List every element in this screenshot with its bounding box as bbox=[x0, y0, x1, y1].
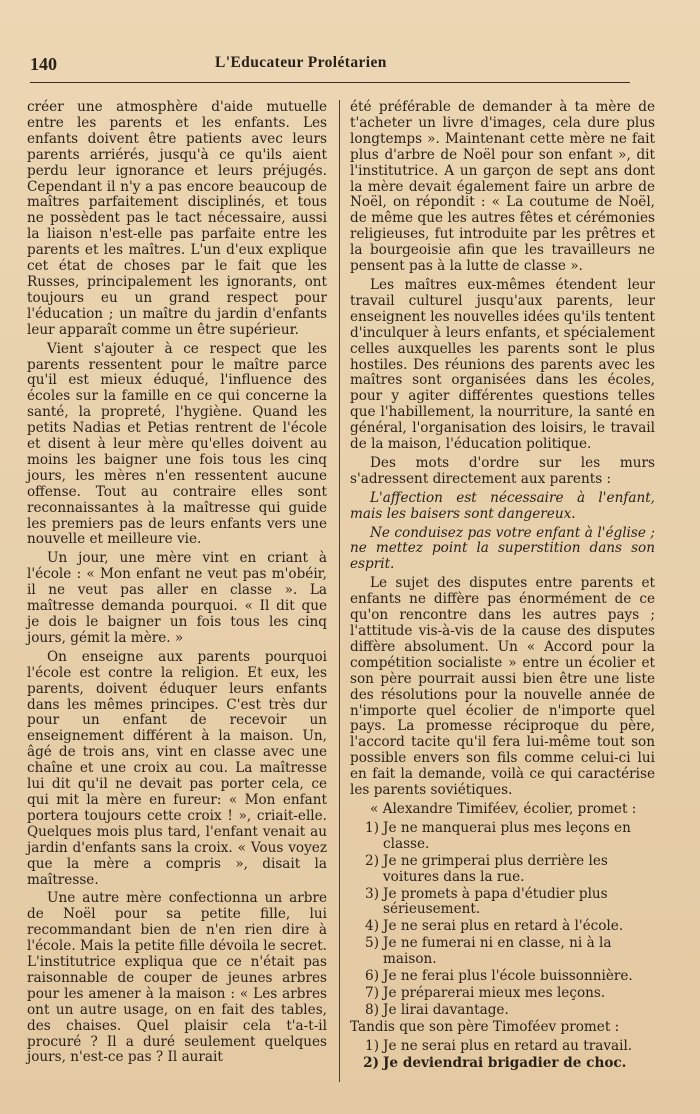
slogan: Ne conduisez pas votre enfant à l'église ; ne mettez point la superstition dans son esprit. bbox=[350, 524, 655, 573]
student-promises-list bbox=[350, 821, 655, 1019]
list-text: Je lirai davantage. bbox=[383, 1001, 509, 1018]
list-text: Je promets à papa d'étudier plus sérieusement. bbox=[383, 885, 608, 918]
paragraph: Une autre mère confectionna un arbre de Noël pour sa petite fille, lui recommandant bien de n'en rien dire à l'école. Mais la petite fille dévoila le secret. L'institutrice expliqua que ce n'était pas raisonnable de couper de jeunes arbres pour les amener à la maison : « Les arbres ont un autre usage, on en fait des tables, des chaises. Quel plaisir cela t'a-t-il procuré ? Il a duré seulement quelques jours, n'est-ce pas ? Il aurait bbox=[27, 890, 327, 1066]
page-header bbox=[30, 50, 630, 83]
list-text: Je ne grimperai plus derrière les voitures dans la rue. bbox=[383, 852, 608, 885]
paragraph: Un jour, une mère vint en criant à l'école : « Mon enfant ne veut pas m'obéir, il ne veut pas aller en classe ». La maîtresse demanda pourquoi. « Il dit que je dois le baigner un fois tous les cinq jours, gémit la mère. » bbox=[27, 550, 327, 646]
list-number: 1) bbox=[365, 819, 379, 836]
list-item bbox=[350, 969, 655, 985]
list-number: 7) bbox=[365, 984, 379, 1001]
list-number: 5) bbox=[365, 935, 379, 952]
paragraph: Les maîtres eux-mêmes étendent leur travail culturel jusqu'aux parents, leur enseignent les nouvelles idées qu'ils tentent d'inculquer à leurs enfants, et spécialement celles auxquelles les parents sont le plus hostiles. Des réunions des parents avec les maîtres sont organisées dans les écoles, pour y agiter différentes questions telles que l'habillement, la nourriture, la santé en général, l'organisation des loisirs, le travail de la maison, l'éducation politique. bbox=[350, 276, 655, 453]
list-item bbox=[350, 854, 655, 886]
father-intro: Tandis que son père Timoféev promet : bbox=[350, 1018, 620, 1035]
list-number: 2) bbox=[365, 852, 379, 869]
list-number: 1) bbox=[365, 1037, 379, 1054]
left-column bbox=[27, 100, 327, 1069]
paragraph: On enseigne aux parents pourquoi l'école est contre la religion. Et eux, les parents, doivent éduquer leurs enfants dans les mêmes principes. C'est très dur pour un enfant de recevoir un enseignement différent à la maison. Un, âgé de trois ans, vint en classe avec une chaîne et une croix au cou. La maîtresse lui dit qu'il ne devait pas porter cela, ce qui mit la mère en fureur: « Mon enfant portera toujours cette croix ! », criait-elle. Quelques mois plus tard, l'enfant venait au jardin d'enfants sans la croix. « Vous voyez que la mère a compris », disait la maîtresse. bbox=[27, 648, 327, 888]
list-item bbox=[350, 919, 655, 935]
list-text: Je ne fumerai ni en classe, ni à la maison. bbox=[383, 935, 612, 968]
paragraph: été préférable de demander à ta mère de t'acheter un livre d'images, cela dure plus longtemps ». Maintenant cette mère ne fait plus d'arbre de Noël pour son enfant », dit l'institutrice. A un garçon de sept ans dont la mère devait également faire un arbre de Noël, on répondit : « La coutume de Noël, de même que les autres fêtes et cérémonies religieuses, fut introduite par les prêtres et la bourgeoisie afin que les travailleurs ne pensent pas à la lutte de classe ». bbox=[350, 99, 655, 275]
column-divider bbox=[339, 100, 340, 1082]
running-title: L'Educateur Prolétarien bbox=[215, 54, 387, 71]
list-number: 3) bbox=[365, 885, 379, 902]
list-number: 2) bbox=[363, 1054, 379, 1071]
list-text: Je ne serai plus en retard au travail. bbox=[383, 1037, 633, 1054]
page-number: 140 bbox=[30, 54, 57, 74]
paragraph: Vient s'ajouter à ce respect que les parents ressentent pour le maître parce qu'il est mieux éduqué, l'influence des écoles sur la famille en ce qui concerne la santé, la propreté, l'hygiène. Quand les petits Nadias et Petias rentrent de l'école et disent à leur mère qu'elles doivent au moins les baigner une fois tous les cinq jours, les mères n'en ressentent aucune offense. Tout au contraire elles sont reconnaissantes à la maîtresse qui guide les premiers pas de leurs enfants vers une nouvelle et meilleure vie. bbox=[27, 340, 327, 548]
list-item bbox=[350, 1039, 655, 1055]
list-text: Je ne serai plus en retard à l'école. bbox=[383, 918, 624, 935]
list-text: Je préparerai mieux mes leçons. bbox=[383, 984, 606, 1001]
slogan: L'affection est nécessaire à l'enfant, mais les baisers sont dangereux. bbox=[350, 489, 655, 522]
list-item bbox=[350, 1003, 655, 1019]
list-text: Je ne manquerai plus mes leçons en classe. bbox=[383, 819, 631, 852]
right-column bbox=[350, 100, 655, 1072]
list-item bbox=[350, 936, 655, 968]
paragraph: Le sujet des disputes entre parents et enfants ne diffère pas énormément de ce qu'on rencontre dans les autres pays ; l'attitude vis-à-vis de la cause des disputes diffère absolument. Un « Accord pour la compétition socialiste » entre un écolier et son père pourrait aussi bien être une liste des résolutions pour la nouvelle année de n'importe quel écolier de n'importe quel pays. La promesse réciproque du père, l'accord tacite qu'il fera lui-même tout son possible envers son fils comme celui-ci lui en fait la demande, voilà ce qui caractérise les parents soviétiques. bbox=[350, 575, 655, 799]
paragraph: Des mots d'ordre sur les murs s'adressent directement aux parents : bbox=[350, 454, 655, 487]
list-item bbox=[350, 1056, 655, 1072]
list-item bbox=[350, 986, 655, 1002]
promise-intro: « Alexandre Timiféev, écolier, promet : bbox=[370, 800, 637, 817]
list-number: 8) bbox=[365, 1001, 379, 1018]
father-promises-list bbox=[350, 1039, 655, 1072]
paragraph: créer une atmosphère d'aide mutuelle entre les parents et les enfants. Les enfants doivent être patients avec leurs parents arriérés, jusqu'à ce qu'ils aient perdu leur ignorance et leurs préjugés. Cependant il n'y a pas encore beaucoup de maîtres parfaitement disciplinés, et tous ne possèdent pas le tact nécessaire, aussi la liaison n'est-elle pas parfaite entre les parents et les maîtres. L'un d'eux explique cet état de choses par le fait que les Russes, principalement les ignorants, ont toujours eu un grand respect pour l'éducation ; un maître du jardin d'enfants leur apparaît comme un être supérieur. bbox=[27, 99, 327, 338]
list-item bbox=[350, 821, 655, 853]
list-item bbox=[350, 887, 655, 919]
list-text: Je deviendrai brigadier de choc. bbox=[383, 1054, 627, 1071]
list-number: 4) bbox=[365, 918, 379, 935]
list-text: Je ne ferai plus l'école buissonnière. bbox=[383, 968, 633, 985]
list-number: 6) bbox=[365, 968, 379, 985]
